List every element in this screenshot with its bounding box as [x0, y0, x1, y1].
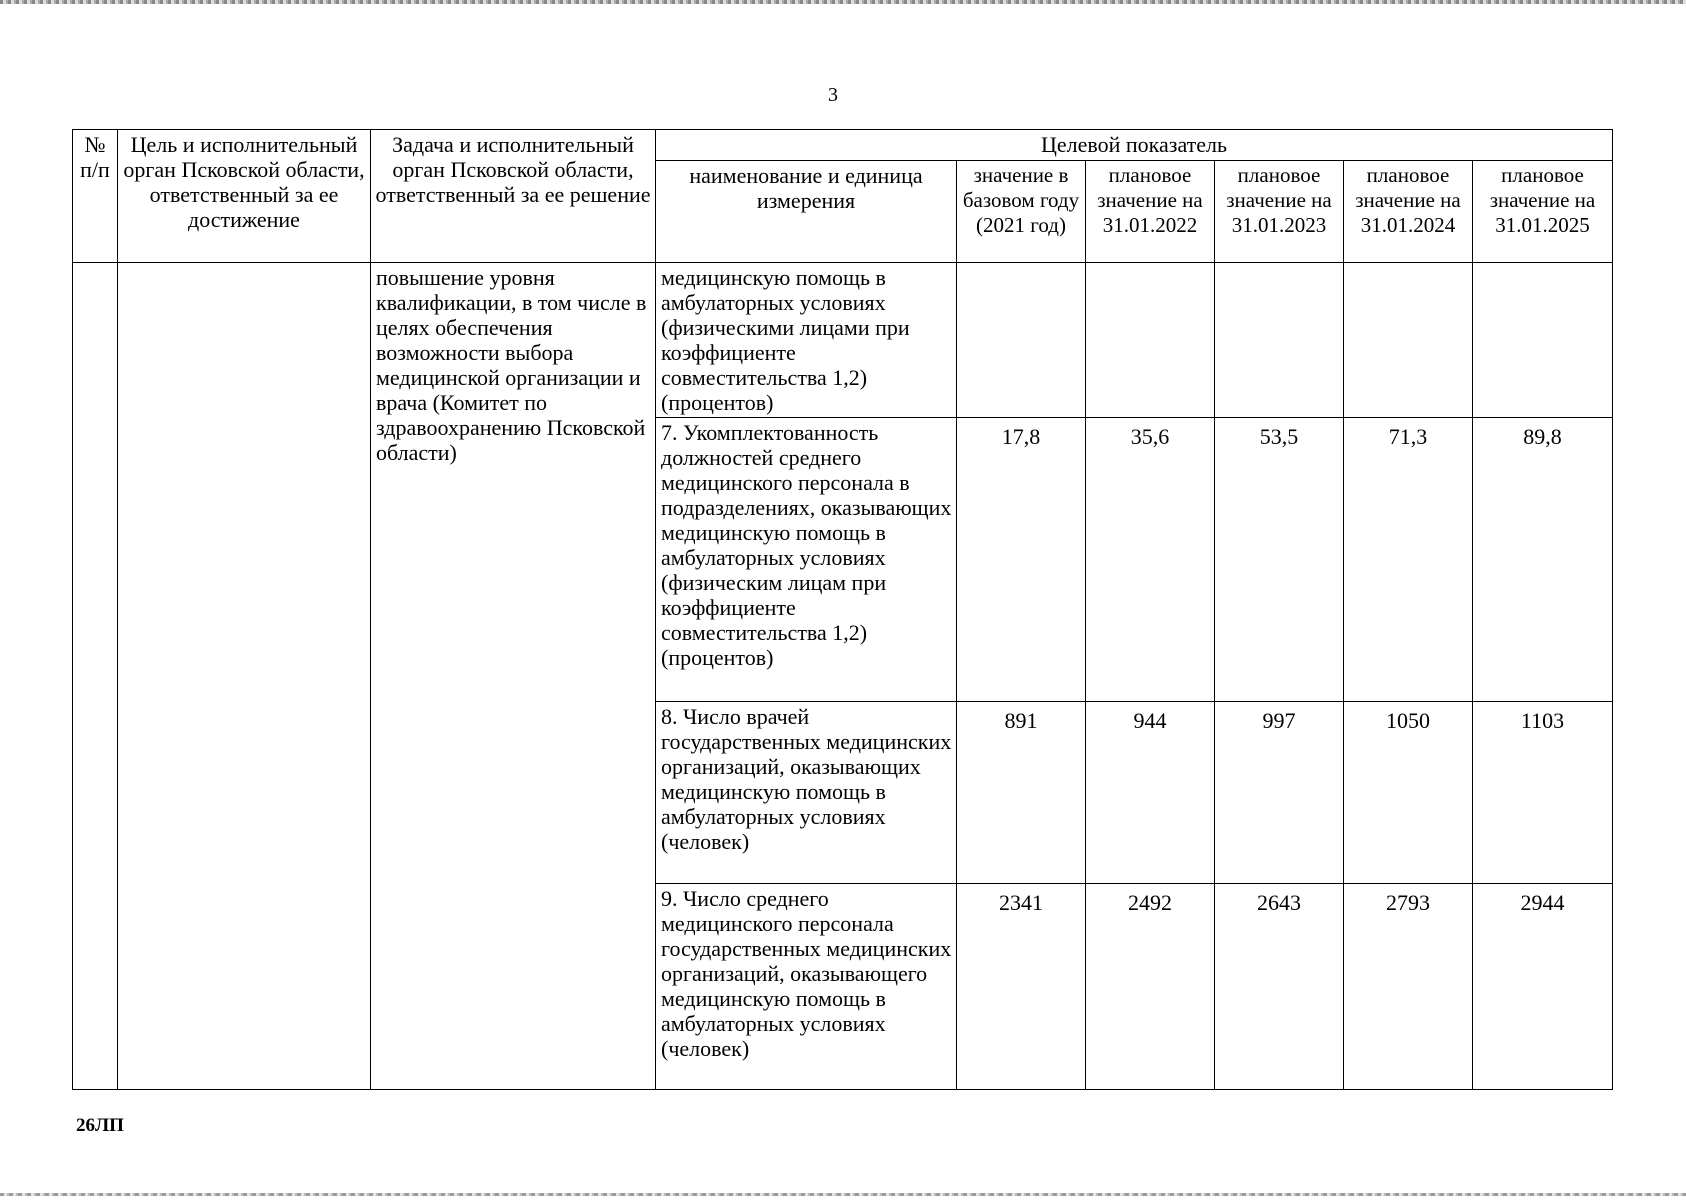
value-2024-cell [1344, 263, 1473, 418]
document-code: 26ЛП [76, 1115, 124, 1136]
value-2023-cell: 53,5 [1215, 418, 1344, 702]
value-2025-cell: 1103 [1473, 702, 1613, 884]
value-2022-cell: 2492 [1086, 884, 1215, 1090]
indicator-name-cell: 9. Число среднего медицинского персонала государственных медицинских организаций, оказывающего медицинскую помощь в амбулаторных условиях (человек) [656, 884, 957, 1090]
value-2025-cell: 2944 [1473, 884, 1613, 1090]
num-cell [73, 263, 118, 1090]
value-2021-cell: 2341 [957, 884, 1086, 1090]
scan-edge-top [0, 0, 1686, 4]
header-plan-2025: плановое значение на 31.01.2025 [1473, 161, 1613, 263]
header-indicator-name: наименование и единица измерения [656, 161, 957, 263]
header-row-1 [73, 130, 1613, 161]
value-2023-cell: 997 [1215, 702, 1344, 884]
table-row [73, 263, 1613, 418]
value-2024-cell: 1050 [1344, 702, 1473, 884]
value-2022-cell: 35,6 [1086, 418, 1215, 702]
indicator-name-cell: 7. Укомплектованность должностей среднего медицинского персонала в подразделениях, оказывающих медицинскую помощь в амбулаторных условиях (физическим лицам при коэффициенте совместительства 1,2) (процентов) [656, 418, 957, 702]
value-2022-cell [1086, 263, 1215, 418]
header-task: Задача и исполнительный орган Псковской области, ответственный за ее решение [371, 130, 656, 263]
header-plan-2023: плановое значение на 31.01.2023 [1215, 161, 1344, 263]
header-indicator-group: Целевой показатель [656, 130, 1613, 161]
value-2021-cell: 17,8 [957, 418, 1086, 702]
header-plan-2024: плановое значение на 31.01.2024 [1344, 161, 1473, 263]
value-2022-cell: 944 [1086, 702, 1215, 884]
value-2024-cell: 71,3 [1344, 418, 1473, 702]
task-cell: повышение уровня квалификации, в том числе в целях обеспечения возможности выбора медицинской организации и врача (Комитет по здравоохранению Псковской области) [371, 263, 656, 1090]
value-2021-cell: 891 [957, 702, 1086, 884]
value-2023-cell: 2643 [1215, 884, 1344, 1090]
page-number: 3 [828, 84, 838, 106]
value-2024-cell: 2793 [1344, 884, 1473, 1090]
header-num: № п/п [73, 130, 118, 263]
header-goal: Цель и исполнительный орган Псковской области, ответственный за ее достижение [118, 130, 371, 263]
value-2021-cell [957, 263, 1086, 418]
header-plan-2022: плановое значение на 31.01.2022 [1086, 161, 1215, 263]
value-2025-cell [1473, 263, 1613, 418]
indicator-name-cell: 8. Число врачей государственных медицинских организаций, оказывающих медицинскую помощь в амбулаторных условиях (человек) [656, 702, 957, 884]
target-indicators-table [72, 129, 1613, 1090]
header-base-value: значение в базовом году (2021 год) [957, 161, 1086, 263]
goal-cell [118, 263, 371, 1090]
value-2025-cell: 89,8 [1473, 418, 1613, 702]
value-2023-cell [1215, 263, 1344, 418]
indicator-name-cell: медицинскую помощь в амбулаторных условиях (физическими лицами при коэффициенте совместительства 1,2) (процентов) [656, 263, 957, 418]
scan-edge-bottom [0, 1193, 1686, 1196]
